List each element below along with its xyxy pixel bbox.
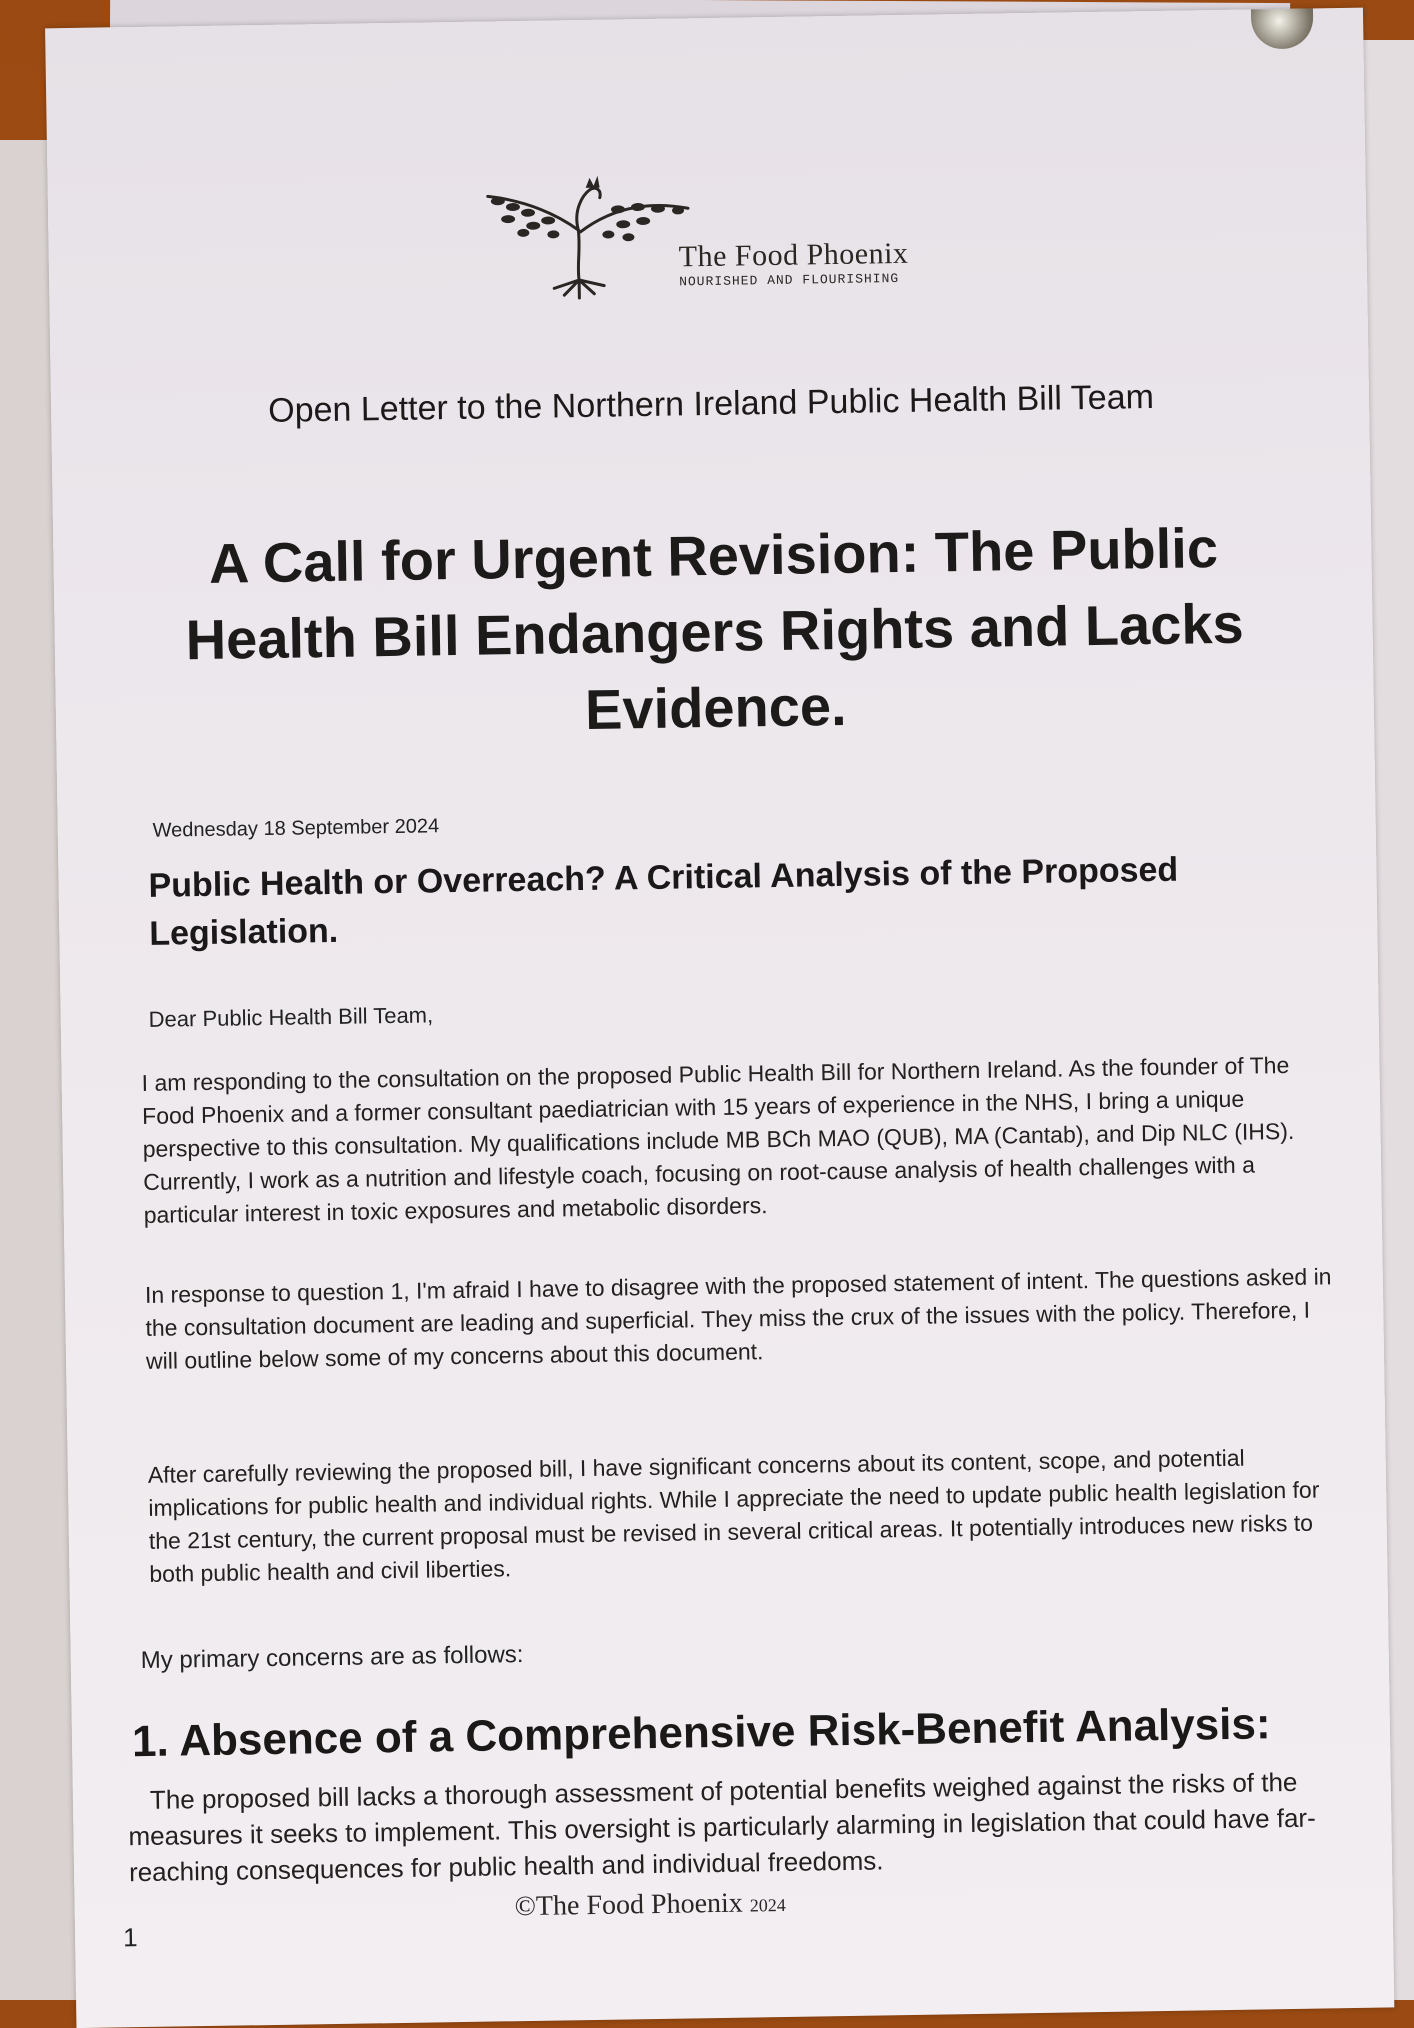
concerns-intro: My primary concerns are as follows: (140, 1641, 524, 1675)
page-number: 1 (122, 1922, 138, 1953)
logo-name: The Food Phoenix (678, 236, 909, 274)
logo-tagline: NOURISHED AND FLOURISHING (679, 270, 900, 290)
paragraph-introduction: I am responding to the consultation on the proposed Public Health Bill for Northern Ireland. As the founder of The Food Phoenix and a former consultant paediatrician with 15 years of experience in the NHS, I bring a unique perspective to this consultation. My qualifications include MB BCh MAO (QUB), MA (Cantab), and Dip NLC (IHS). Currently, I work as a nutrition and lifestyle coach, focusing on root-cause analysis of health challenges with a particular interest in toxic exposures and metabolic disorders. (141, 1051, 1295, 1228)
letter-header-line: Open Letter to the Northern Ireland Public Health Bill Team (267, 377, 1155, 430)
section-heading: 1. Absence of a Comprehensive Risk-Benefit Analysis: (131, 1699, 1271, 1767)
subtitle: Public Health or Overreach? A Critical Analysis of the Proposed Legislation. (148, 850, 1179, 953)
letter-page (45, 8, 1394, 2028)
copyright-year: 2024 (749, 1894, 786, 1916)
phoenix-tree-icon (477, 168, 699, 301)
paragraph-concerns: After carefully reviewing the proposed bill, I have significant concerns about its content, scope, and potential implications for public health and individual rights. While I appreciate the need to update public health legislation for the 21st century, the current proposal must be revised in several critical areas. It potentially introduces new risks to both public health and civil liberties. (147, 1444, 1320, 1587)
copyright-text: ©The Food Phoenix (514, 1887, 744, 1923)
footer-copyright (514, 1887, 786, 1923)
letter-date: Wednesday 18 September 2024 (152, 815, 440, 842)
main-title: A Call for Urgent Revision: The Public Health Bill Endangers Rights and Lacks Evidence. (185, 515, 1245, 741)
section-body: The proposed bill lacks a thorough assessment of potential benefits weighed against the risks of the measures it seeks to implement. This oversight is particularly alarming in legislation that could have far-reaching consequences for public health and individual freedoms. (128, 1766, 1316, 1888)
pushpin-icon (1251, 8, 1314, 49)
paragraph-question-1: In response to question 1, I'm afraid I have to disagree with the proposed statement of intent. The questions asked in the consultation document are leading and superficial. They miss the crux of the issues with the policy. Therefore, I will outline below some of my concerns about this document. (144, 1263, 1332, 1374)
logo (477, 164, 979, 312)
salutation: Dear Public Health Bill Team, (148, 1002, 434, 1032)
